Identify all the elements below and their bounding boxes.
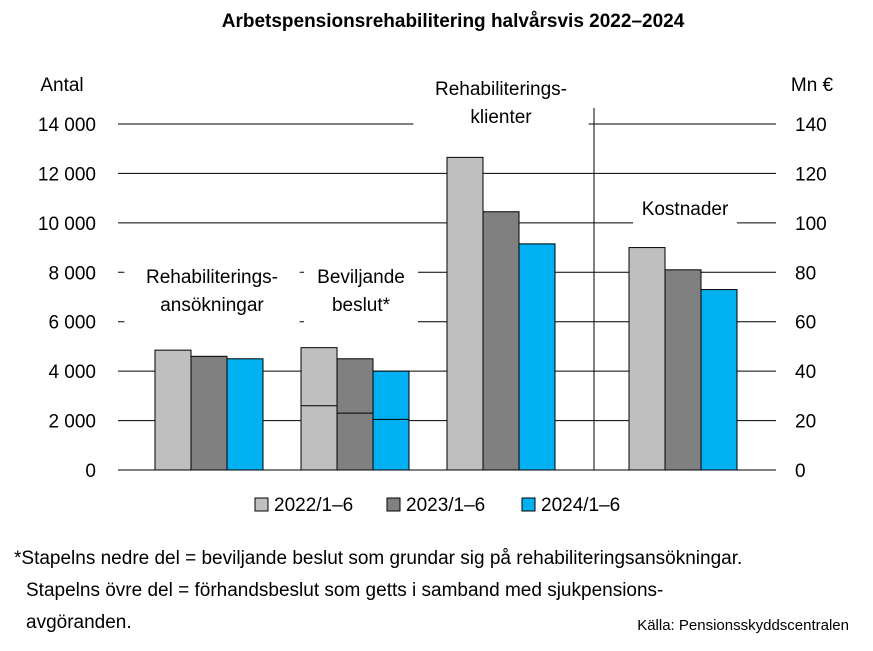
left-tick-label: 12 000	[37, 164, 96, 186]
right-tick-label: 60	[795, 312, 817, 334]
footnote	[14, 543, 742, 639]
legend-label: 2023/1–6	[406, 495, 486, 516]
bar	[483, 212, 519, 470]
left-tick-label: 4 000	[48, 362, 96, 384]
left-axis-label: Antal	[40, 75, 84, 96]
source-note: Källa: Pensionsskyddscentralen	[637, 617, 849, 634]
left-tick-label: 14 000	[37, 115, 96, 136]
left-axis-ticks	[38, 115, 96, 482]
group-label: Rehabiliterings-	[145, 267, 279, 288]
legend-swatch	[255, 498, 268, 511]
group-label: klienter	[470, 107, 532, 128]
group-label: Beviljande	[317, 267, 405, 288]
legend	[255, 495, 620, 516]
group-label: Kostnader	[641, 199, 729, 220]
left-tick-label: 10 000	[37, 213, 96, 235]
group-label: beslut*	[331, 295, 391, 316]
footnote-line-2: Stapelns övre del = förhandsbeslut som getts i samband med sjukpensions-	[26, 580, 664, 601]
bar	[155, 350, 191, 470]
bar	[227, 359, 263, 470]
right-tick-label: 80	[795, 263, 817, 285]
bar	[519, 244, 555, 470]
chart-title: Arbetspensionsrehabilitering halvårsvis 2022–2024	[221, 11, 685, 32]
right-tick-label: 140	[795, 115, 827, 136]
right-tick-label: 40	[795, 362, 817, 384]
left-tick-label: 8 000	[48, 263, 96, 285]
bar	[191, 356, 227, 470]
bar	[701, 290, 737, 470]
footnote-line-3: avgöranden.	[26, 612, 132, 633]
right-tick-label: 120	[795, 164, 827, 186]
legend-label: 2024/1–6	[541, 495, 621, 516]
bar	[447, 157, 483, 470]
left-tick-label: 2 000	[48, 411, 96, 433]
bar	[337, 359, 373, 470]
group-label: ansökningar	[160, 295, 264, 316]
right-tick-label: 0	[795, 461, 806, 482]
bar	[301, 348, 337, 470]
bar	[665, 270, 701, 470]
left-tick-label: 6 000	[48, 312, 96, 334]
right-tick-label: 20	[795, 411, 817, 433]
left-tick-label: 0	[85, 461, 96, 482]
right-tick-label: 100	[795, 213, 827, 235]
bar	[373, 371, 409, 470]
legend-swatch	[522, 498, 535, 511]
footnote-line-1: *Stapelns nedre del = beviljande beslut som grundar sig på rehabiliteringsansökningar.	[14, 548, 743, 569]
bar	[629, 248, 665, 470]
right-axis-ticks	[795, 115, 827, 482]
group-label: Rehabiliterings-	[434, 79, 568, 100]
legend-label: 2022/1–6	[274, 495, 354, 516]
legend-swatch	[387, 498, 400, 511]
right-axis-label: Mn €	[790, 75, 834, 96]
